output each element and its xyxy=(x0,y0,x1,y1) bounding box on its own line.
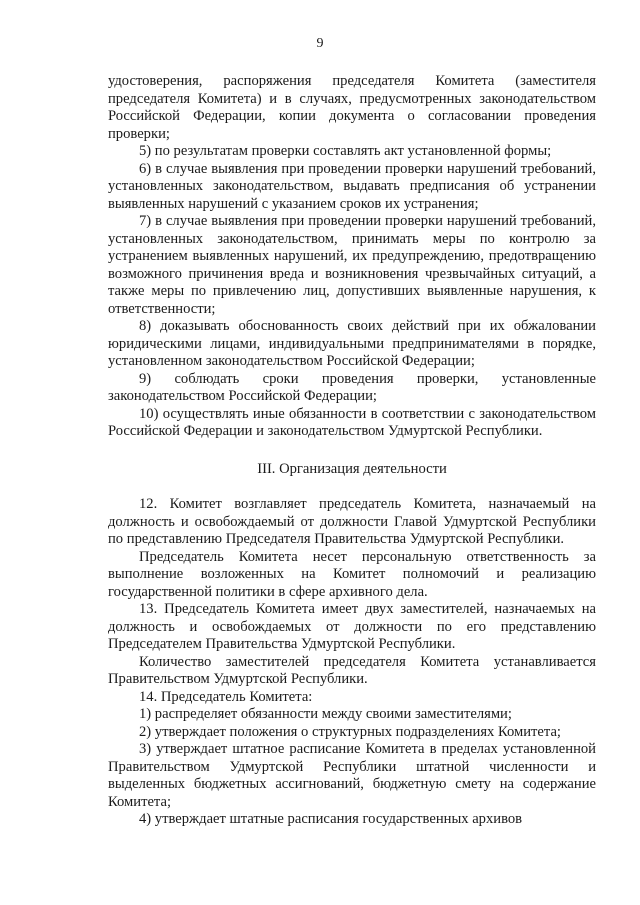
paragraph: 8) доказывать обоснованность своих действий при их обжаловании юридическими лицами, индивидуальными предпринимателями в порядке, установленном законодательством Российской Федерации; xyxy=(108,318,596,369)
paragraph: 9) соблюдать сроки проведения проверки, установленные законодательством Российской Федерации; xyxy=(108,370,596,404)
paragraph: 5) по результатам проверки составлять акт установленной формы; xyxy=(139,143,552,159)
paragraph: 6) в случае выявления при проведении проверки нарушений требований, установленных законодательством, выдавать предписания об устранении выявленных нарушений с указанием сроков их устранения; xyxy=(108,160,596,212)
paragraph: 1) распределяет обязанности между своими заместителями; xyxy=(139,706,512,722)
paragraph: 4) утверждает штатные расписания государственных архивов xyxy=(139,811,523,827)
paragraph: 2) утверждает положения о структурных подразделениях Комитета; xyxy=(139,723,561,740)
paragraph: Председатель Комитета несет персональную ответственность за выполнение возложенных на Комитет полномочий и реализацию государственной политики в сфере архивного дела. xyxy=(108,548,596,600)
paragraph: 12. Комитет возглавляет председатель Комитета, назначаемый на должность и освобождаемый от должности Главой Удмуртской Республики по представлению Председателя Правительства Удмуртской Республики. xyxy=(108,496,596,547)
document-body xyxy=(108,73,596,829)
paragraphs-after xyxy=(108,496,596,829)
paragraph: 14. Председатель Комитета: xyxy=(139,688,313,705)
paragraph: 13. Председатель Комитета имеет двух заместителей, назначаемых на должность и освобождаемых от должности по его представлению Председателем Правительства Удмуртской Республики. xyxy=(108,601,596,652)
paragraphs-before xyxy=(108,73,596,441)
paragraph: 10) осуществлять иные обязанности в соответствии с законодательством Российской Федерации и законодательством Удмуртской Республики. xyxy=(108,405,596,439)
page-number: 9 xyxy=(316,36,324,51)
paragraph: Количество заместителей председателя Комитета устанавливается Правительством Удмуртской Республики. xyxy=(108,653,596,687)
paragraph: 3) утверждает штатное расписание Комитета в пределах установленной Правительством Удмуртской Республики штатной численности и выделенных бюджетных ассигнований, бюджетную смету на содержание Комитета; xyxy=(108,741,596,810)
paragraph: удостоверения, распоряжения председателя Комитета (заместителя председателя Комитета) и в случаях, предусмотренных законодательством Российской Федерации, копии документа о согласовании проведения проверки; xyxy=(108,73,596,142)
paragraph: 7) в случае выявления при проведении проверки нарушений требований, установленных законодательством, принимать меры по контролю за устранением выявленных нарушений, их предупреждению, предотвращению возможного причинения вреда и возникновения чрезвычайных ситуаций, а также меры по привлечению лиц, допустивших выявленные нарушения, к ответственности; xyxy=(108,213,596,317)
section-title: III. Организация деятельности xyxy=(257,460,447,477)
